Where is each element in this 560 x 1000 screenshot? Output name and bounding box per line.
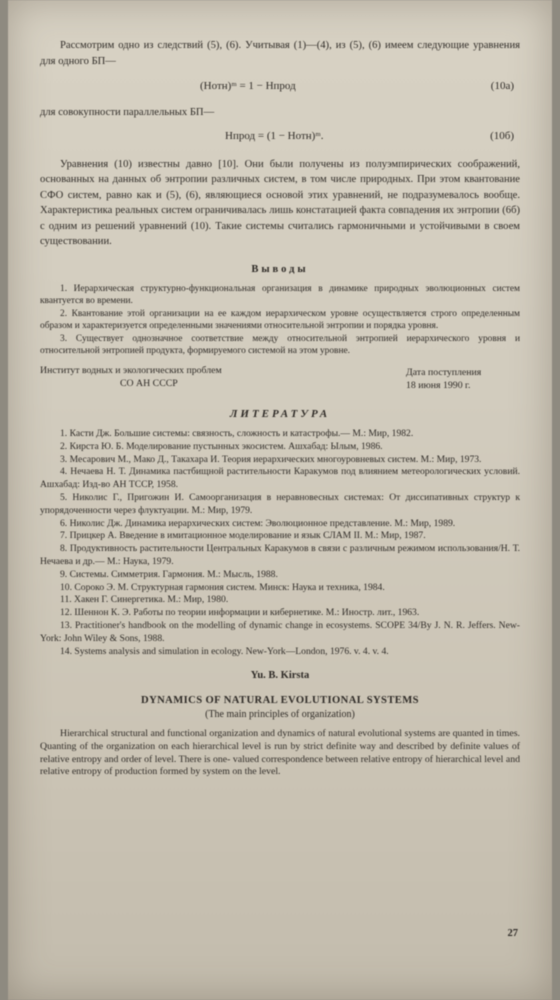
reference-item: 1. Касти Дж. Большие системы: связность, сложность и катастрофы.— М.: Мир, 1982. xyxy=(60,428,414,440)
reference-item: 14. Systems analysis and simulation in ecology. New-York—London, 1976. v. 4. v. 4. xyxy=(60,645,389,657)
reference-item: 12. Шеннон К. Э. Работы по теории информации и кибернетике. М.: Иностр. лит., 1963. xyxy=(60,607,420,619)
received-date-label: Дата поступления xyxy=(406,367,482,379)
reference-item: 4. Нечаева Н. Т. Динамика пастбищной растительности Каракумов под влиянием метеорологических условий. Ашхабад: Изд-во АН ТССР, 1958. xyxy=(40,466,520,491)
formula-10a xyxy=(40,75,520,97)
institute-academy: СО АН СССР xyxy=(120,378,178,390)
paragraph-2: Уравнения (10) известны давно [10]. Они были получены из полуэмпирических соображений, основанных на данных об энтропии различных систем, в том числе природных. При этом квантование СФО систем, равно как и (5), (6), являющиеся основой этих уравнений, не подразумевалось вообще. Характеристика реальных систем ограничивалась лишь констатацией факта совпадения их энтропии (6б) с одним из решений уравнений (10). Такие системы считались гармоничными и устойчивыми в своем существовании. xyxy=(40,158,520,247)
reference-item: 9. Системы. Симметрия. Гармония. М.: Мысль, 1988. xyxy=(60,568,278,580)
conclusion-item: 3. Существует однозначное соответствие между относительной энтропией иерархического уровня и относительной энтропией продукта, формируемого системой на этом уровне. xyxy=(40,333,520,357)
reference-item: 2. Кирста Ю. Б. Моделирование пустынных экосистем. Ашхабад: Ылым, 1986. xyxy=(60,440,383,452)
signoff-block xyxy=(40,364,520,402)
page-number: 27 xyxy=(507,928,518,939)
between-formulas-text: для совокупности параллельных БП— xyxy=(40,107,215,118)
english-title: DYNAMICS OF NATURAL EVOLUTIONAL SYSTEMS xyxy=(141,695,419,707)
received-date xyxy=(406,366,516,392)
formula-10b-expression: Hпрод = (1 − Hотн)ᵐ. xyxy=(225,129,324,142)
reference-item: 7. Прицкер А. Введение в имитационное моделирование и язык СЛАМ II. М.: Мир, 1987. xyxy=(60,530,426,542)
reference-item: 8. Продуктивность растительности Центральных Каракумов в связи с различным режимом использования/Н. Т. Нечаева и др.— М.: Наука, 1979. xyxy=(40,543,520,568)
institute-name: Институт водных и экологических проблем xyxy=(40,365,222,377)
literature-heading: ЛИТЕРАТУРА xyxy=(229,408,331,421)
formula-10a-expression: (Hотн)ᵐ = 1 − Hпрод xyxy=(200,80,296,92)
journal-page xyxy=(8,0,552,1000)
reference-item: 10. Сороко Э. М. Структурная гармония систем. Минск: Наука и техника, 1984. xyxy=(60,581,385,593)
page-content xyxy=(40,38,520,779)
conclusion-item: 2. Квантование этой организации на ее каждом иерархическом уровне осуществляется строго определенным образом и характеризуется определенными значениями относительной энтропии и порядка уровня. xyxy=(40,308,520,332)
conclusions-heading: Выводы xyxy=(251,263,309,275)
formula-10b xyxy=(40,125,520,147)
author-name: Yu. B. Kirsta xyxy=(250,670,310,682)
conclusion-item: 1. Иерархическая структурно-функциональная организация в динамике природных эволюционных систем квантуется во времени. xyxy=(40,283,520,307)
formula-10b-number: (10б) xyxy=(490,129,514,142)
received-date-value: 18 июня 1990 г. xyxy=(406,380,471,392)
reference-item: 3. Месарович М., Мако Д., Такахара И. Теория иерархических многоуровневых систем. М.: Мир, 1973. xyxy=(60,453,482,465)
formula-10a-number: (10а) xyxy=(490,80,514,92)
reference-item: 13. Practitioner's handbook on the modelling of dynamic change in ecosystems. SCOPE 34/By J. N. R. Jeffers. New-York: John Wiley & Sons, 1988. xyxy=(40,620,520,644)
english-abstract: Hierarchical structural and functional organization and dynamics of natural evolutional systems are quanted in times. Quanting of the organization on each hierarchical level is run by strict definite way and described by definite values of relative entropy and order of level. There is one- valued correspondence between relative entropy of hierarchical level and relative entropy of production formed by system on the level. xyxy=(40,728,520,778)
reference-item: 5. Николис Г., Пригожин И. Самоорганизация в неравновесных системах: От диссипативных структур к упорядоченности через флуктуации. М.: Мир, 1979. xyxy=(40,492,520,516)
intro-paragraph: Рассмотрим одно из следствий (5), (6). Учитывая (1)—(4), из (5), (6) имеем следующие уравнения для одного БП— xyxy=(40,40,520,67)
reference-item: 6. Николис Дж. Динамика иерархических систем: Эволюционное представление. М.: Мир, 1989. xyxy=(60,517,456,529)
english-subtitle: (The main principles of organization) xyxy=(205,709,355,721)
reference-item: 11. Хакен Г. Синергетика. М.: Мир, 1980. xyxy=(60,594,229,606)
